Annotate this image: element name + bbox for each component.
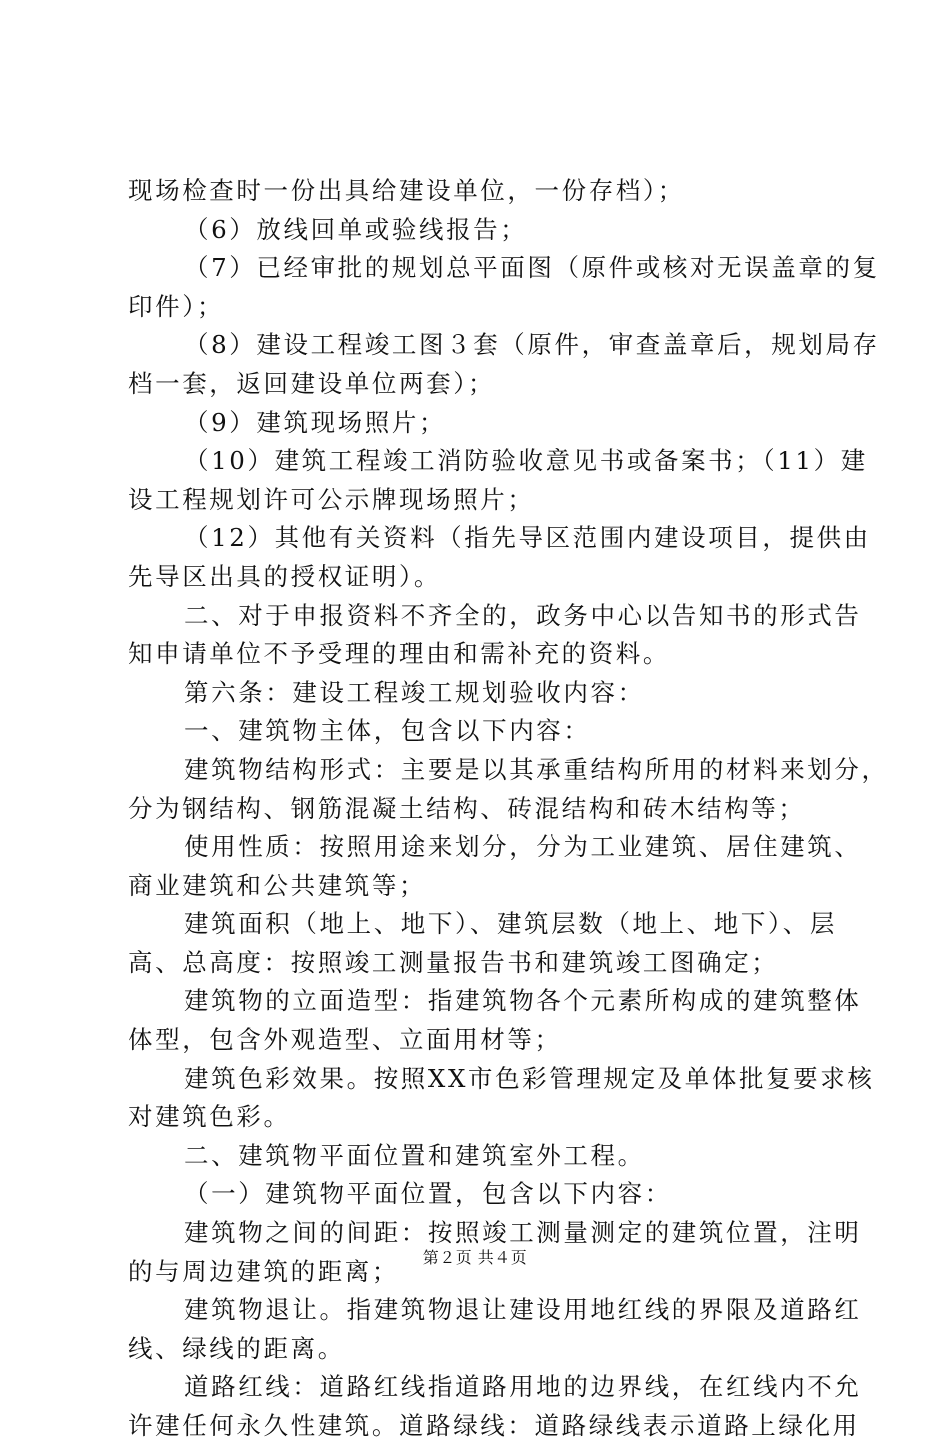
text-line: 体型，包含外观造型、立面用材等； [128,1025,562,1055]
text-line: 使用性质：按照用途来划分，分为工业建筑、居住建筑、 [184,832,862,862]
text-line: （9）建筑现场照片； [184,407,447,437]
text-line: 对建筑色彩。 [128,1102,291,1132]
text-line: （8）建设工程竣工图３套（原件，审查盖章后，规划局存 [184,330,880,360]
page-footer: 第２页 共４页 [422,1248,528,1267]
text-line: （10）建筑工程竣工消防验收意见书或备案书；（11）建 [184,446,868,476]
text-line: 建筑面积（地上、地下）、建筑层数（地上、地下）、层 [184,909,837,939]
text-line: 知申请单位不予受理的理由和需补充的资料。 [128,639,670,669]
text-line: 建筑物的立面造型：指建筑物各个元素所构成的建筑整体 [184,986,862,1016]
text-line: 建筑物结构形式：主要是以其承重结构所用的材料来划分， [184,754,889,784]
text-line: 高、总高度：按照竣工测量报告书和建筑竣工图确定； [128,947,779,977]
text-line: （一）建筑物平面位置，包含以下内容： [184,1179,672,1209]
text-line: 建筑物之间的间距：按照竣工测量测定的建筑位置，注明 [184,1218,862,1248]
text-line: 商业建筑和公共建筑等； [128,870,427,900]
text-line: 建筑色彩效果。按照XX市色彩管理规定及单体批复要求核 [184,1063,875,1093]
text-line: 二、建筑物平面位置和建筑室外工程。 [184,1140,645,1170]
text-line: 分为钢结构、钢筋混凝土结构、砖混结构和砖木结构等； [128,793,806,823]
text-line: 设工程规划许可公示牌现场照片； [128,484,535,514]
text-line: 一、建筑物主体，包含以下内容： [184,716,591,746]
text-line: （12）其他有关资料（指先导区范围内建设项目，提供由 [184,523,871,553]
text-line: 道路红线：道路红线指道路用地的边界线，在红线内不允 [184,1372,862,1402]
text-line: 先导区出具的授权证明）。 [128,561,441,591]
text-line: 第六条：建设工程竣工规划验收内容： [184,677,645,707]
text-line: 建筑物退让。指建筑物退让建设用地红线的界限及道路红 [184,1295,862,1325]
text-line: 档一套，返回建设单位两套）； [128,368,496,398]
text-line: （6）放线回单或验线报告； [184,214,528,244]
text-line: 印件）； [128,291,225,321]
text-line: 许建任何永久性建筑。道路绿线：道路绿线表示道路上绿化用 [128,1411,860,1440]
text-line: 线、绿线的距离。 [128,1333,345,1363]
text-line: 二、对于申报资料不齐全的，政务中心以告知书的形式告 [184,600,862,630]
text-line: （7）已经审批的规划总平面图（原件或核对无误盖章的复 [184,253,880,283]
text-line: 现场检查时一份出具给建设单位，一份存档）； [128,176,685,205]
text-line: 的与周边建筑的距离； [128,1256,399,1286]
